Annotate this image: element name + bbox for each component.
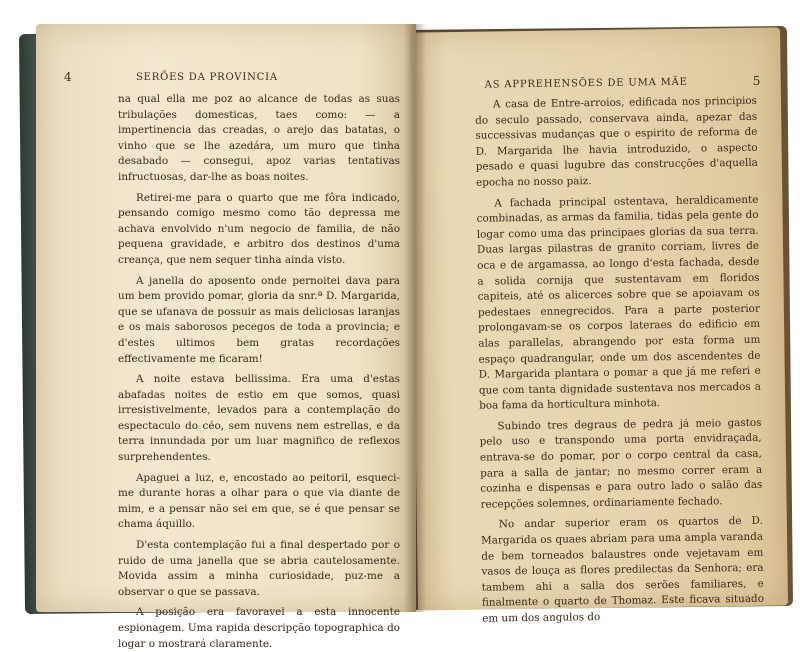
right-page xyxy=(410,27,788,625)
paragraph: No andar superior eram os quartos de D. Margarida os quaes abriam para uma ampla varanda de bem torneados balaustres onde vejetavam em vasos de louça as flores predilectas da Senhora; era tambem ahi a salla dos serões familiares, e finalmente o quarto de Thomaz. Este ficava situado em um dos angulos do xyxy=(481,515,765,625)
right-page-number: 5 xyxy=(752,73,762,88)
right-running-head: AS APPREHENSÕES DE UMA MÃE xyxy=(484,76,688,91)
right-page-body xyxy=(475,94,764,627)
left-page xyxy=(36,24,416,650)
paragraph: Retirei-me para o quarto que me fôra indicado, pensando comigo mesmo como tão depressa me achava envolvido n'um negocio de familia, de não pequena gravidade, e arbitro dos destinos d'uma creança, que nem sequer tinha ainda visto. xyxy=(118,191,400,266)
left-page-body xyxy=(118,92,400,652)
right-page-header xyxy=(473,73,773,91)
left-running-head: SERÕES DA PROVINCIA xyxy=(136,72,278,83)
paragraph: na qual ella me poz ao alcance de todas as suas tribulações domesticas, taes como: — a impertinencia das creadas, o arejo das batatas, o vinho que se lhe azedára, um muro que tinha desabado — consegui, apoz varias tentativas infructuosas, dar-lhe as boas noites. xyxy=(118,93,400,183)
left-page-number: 4 xyxy=(64,70,73,84)
paragraph: D'esta contemplação fui a final despertado por o ruido de uma janella que se abria cautelosamente. Movida assim a minha curiosidade, puz-me a observar o que se passava. xyxy=(118,539,400,598)
paragraph: Apaguei a luz, e, encostado ao peitoril, esqueci-me durante horas a olhar para o que via diante de mim, e a pensar não sei em que, se é que pensar se chama áquillo. xyxy=(118,471,400,531)
paragraph: A noite estava bellissima. Era uma d'estas abafadas noites de estio em que somos, quasi irresistivelmente, levados para a contemplação do espectaculo do céo, sem nuvens nem estrellas, e da terra innundada por um luar magnifico de reflexos surprehendentes. xyxy=(118,373,400,464)
paragraph: Subindo tres degraus de pedra já meio gastos pelo uso e transpondo uma porta envidraçada, entrava-se do pomar, por o corpo central da casa, para a salla de jantar; no mesmo correr eram a cozinha e dispensas e para outro lado o salão das recepções solemnes, ordinariamente fechado. xyxy=(479,416,763,511)
paragraph: A posição era favoravel a esta innocente espionagem. Uma rapida descripção topographica do logar o mostrará claramente. xyxy=(118,606,400,650)
paragraph: A fachada principal ostentava, heraldicamente combinadas, as armas da familia, tidas pela gente do logar como uma das principaes glorias da sua terra. Duas largas pilastras de granito corriam, livres de oca e de argamassa, ao longo d'esta fachada, desde a solida cornija que sustentavam em floridos capiteis, até os alicerces sobre que se apoiavam os pedestaes ennegrecidos. Para a parte posterior prolongavam-se os corpos lateraes do edificio em alas parallelas, abrangendo por esta forma um espaço quadrangular, onde um dos ascendentes de D. Margarida plantara o pomar a que já me referi e que com tanta dignidade sustentava nos mercados a boa fama da horticultura minhota. xyxy=(476,193,762,412)
book-gutter xyxy=(404,24,426,612)
paragraph: A janella do aposento onde pernoitei dava para um bem provido pomar, gloria da snr.ª D. Margarida, que se ufanava de possuir as mais deliciosas laranjas e os mais saborosos pecegos de toda a provincia; e d'estes ultimos bem gratas recordações effectivamente me ficaram! xyxy=(118,274,400,365)
paragraph: A casa de Entre-arroios, edificada nos principios do seculo passado, conservava ainda, apezar das successivas mudanças que o espirito de reforma de D. Margarida lhe havia introduzido, o aspecto pesado e quasi lugubre das construcções d'aquella epocha no nosso paiz. xyxy=(475,94,758,189)
